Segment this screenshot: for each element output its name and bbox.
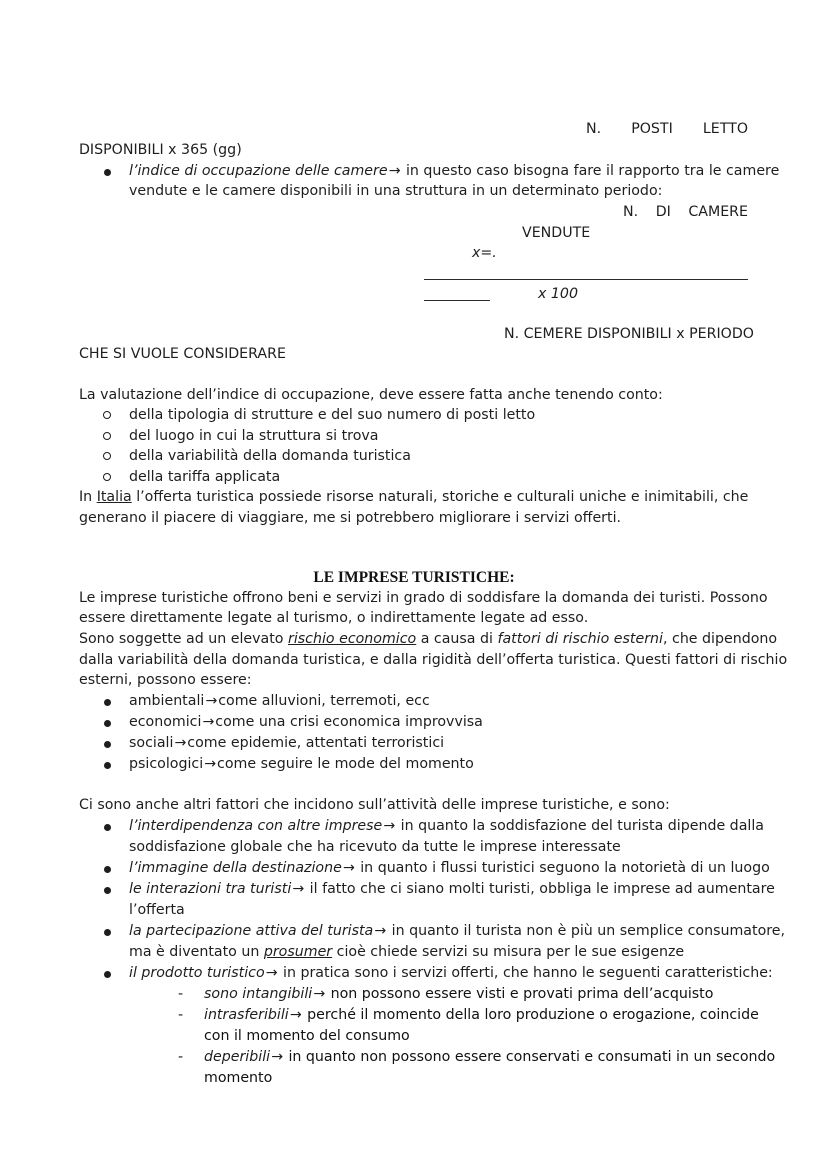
arrow-icon: → <box>289 1007 302 1023</box>
arrow-icon: → <box>313 986 326 1002</box>
valutazione-intro: La valutazione dell’indice di occupazione, deve essere fatta anche tenendo conto: <box>79 387 663 403</box>
section-title: LE IMPRESE TURISTICHE: <box>313 569 515 586</box>
arrow-icon: → <box>174 735 187 751</box>
text: come una crisi economica improvvisa <box>215 714 483 730</box>
arrow-icon: → <box>292 881 305 897</box>
italia-line2: generano il piacere di viaggiare, me si potrebbero migliorare i servizi offerti. <box>79 510 622 526</box>
sub-item <box>204 984 713 1004</box>
bullet-icon <box>104 887 111 894</box>
circle-bullet-icon <box>103 452 111 460</box>
formula1-top <box>586 119 748 139</box>
list-item <box>129 691 430 711</box>
fraction-line-short <box>424 300 490 301</box>
altri-intro: Ci sono anche altri fattori che incidono sull’attività delle imprese turistiche, e sono: <box>79 797 670 813</box>
formula-word: N. <box>623 204 639 220</box>
formula2-denominator: N. CEMERE DISPONIBILI x PERIODO <box>504 326 754 342</box>
arrow-icon: → <box>388 163 401 179</box>
bullet-icon <box>104 169 111 176</box>
text: ambientali <box>129 693 205 709</box>
occupancy-camere-line2: vendute e le camere disponibili in una struttura in un determinato periodo: <box>129 183 663 199</box>
term: l’indice di occupazione delle camere <box>129 163 388 179</box>
imprese-p2-line2: dalla variabilità della domanda turistica, e dalla rigidità dell’offerta turistica. Questi fattori di rischio <box>79 652 788 668</box>
formula2-continued: CHE SI VUOLE CONSIDERARE <box>79 346 286 362</box>
formula-word: N. <box>586 121 602 137</box>
altri-interazioni-line2: l’offerta <box>129 902 185 918</box>
formula-word: DI <box>655 204 671 220</box>
fattori-rischio: fattori di rischio esterni <box>497 631 663 647</box>
text: cioè chiede servizi su misura per le sue esigenze <box>332 944 685 960</box>
italia-line1 <box>79 487 748 507</box>
text: in quanto non possono essere conservati e consumati in un secondo <box>283 1049 776 1065</box>
sub-item-cont: con il momento del consumo <box>204 1028 410 1044</box>
text: economici <box>129 714 202 730</box>
text: psicologici <box>129 756 204 772</box>
bullet-icon <box>104 971 111 978</box>
term: sono intangibili <box>204 986 313 1002</box>
list-item: della tipologia di strutture e del suo numero di posti letto <box>129 407 536 423</box>
sub-item <box>204 1047 775 1067</box>
altri-partecip-line2 <box>129 942 684 962</box>
text: come epidemie, attentati terroristici <box>187 735 445 751</box>
fraction-line <box>424 279 748 280</box>
altri-interdip-line1 <box>129 816 764 836</box>
sub-item-cont: momento <box>204 1070 273 1086</box>
rischio-economico: rischio economico <box>288 631 417 647</box>
prosumer-term: prosumer <box>263 944 333 960</box>
arrow-icon: → <box>205 693 218 709</box>
imprese-p1-line1: Le imprese turistiche offrono beni e servizi in grado di soddisfare la domanda dei turisti. Possono <box>79 590 768 606</box>
term: deperibili <box>204 1049 271 1065</box>
formula2-top <box>623 202 748 222</box>
list-item <box>129 712 483 732</box>
dash-bullet: - <box>178 1007 184 1023</box>
sub-item <box>204 1005 759 1025</box>
bullet-icon <box>104 699 111 706</box>
bullet-icon <box>104 741 111 748</box>
term: l’interdipendenza con altre imprese <box>129 818 383 834</box>
formula1-bottom: DISPONIBILI x 365 (gg) <box>79 142 242 158</box>
arrow-icon: → <box>265 965 278 981</box>
term: il prodotto turistico <box>129 965 265 981</box>
text: in quanto la soddisfazione del turista dipende dalla <box>396 818 764 834</box>
formula2-x: x=. <box>472 245 497 261</box>
text: in quanto i flussi turistici seguono la notorietà di un luogo <box>355 860 770 876</box>
arrow-icon: → <box>374 923 387 939</box>
text: in pratica sono i servizi offerti, che hanno le seguenti caratteristiche: <box>278 965 773 981</box>
circle-bullet-icon <box>103 473 111 481</box>
term: la partecipazione attiva del turista <box>129 923 374 939</box>
imprese-p1-line2: essere direttamente legate al turismo, o indirettamente legate ad esso. <box>79 610 589 626</box>
arrow-icon: → <box>383 818 396 834</box>
text: perché il momento della loro produzione o erogazione, coincide <box>302 1007 759 1023</box>
term: l’immagine della destinazione <box>129 860 342 876</box>
altri-partecip-line1 <box>129 921 785 941</box>
arrow-icon: → <box>342 860 355 876</box>
formula-word: POSTI <box>631 121 673 137</box>
formula2-mult: x 100 <box>538 286 578 302</box>
formula-word: LETTO <box>702 121 748 137</box>
term: le interazioni tra turisti <box>129 881 292 897</box>
dash-bullet: - <box>178 1049 184 1065</box>
dash-bullet: - <box>178 986 184 1002</box>
arrow-icon: → <box>271 1049 283 1065</box>
text: l’offerta turistica possiede risorse naturali, storiche e culturali uniche e inimitabili, che <box>131 489 749 505</box>
list-item: della tariffa applicata <box>129 469 281 485</box>
occupancy-camere-line1 <box>129 161 779 181</box>
bullet-icon <box>104 762 111 769</box>
bullet-icon <box>104 866 111 873</box>
list-item <box>129 754 474 774</box>
text: , che dipendono <box>663 631 778 647</box>
bullet-icon <box>104 929 111 936</box>
text: In <box>79 489 97 505</box>
bullet-icon <box>104 720 111 727</box>
altri-prodotto <box>129 963 773 983</box>
altri-interdip-line2: soddisfazione globale che ha ricevuto da tutte le imprese interessate <box>129 839 621 855</box>
formula-word: CAMERE <box>688 204 748 220</box>
text: a causa di <box>416 631 498 647</box>
arrow-icon: → <box>202 714 215 730</box>
text: come seguire le mode del momento <box>217 756 474 772</box>
text: sociali <box>129 735 174 751</box>
italia-link[interactable]: Italia <box>96 489 132 505</box>
list-item: del luogo in cui la struttura si trova <box>129 428 379 444</box>
circle-bullet-icon <box>103 432 111 440</box>
altri-immagine <box>129 858 770 878</box>
bullet-icon <box>104 824 111 831</box>
text: ma è diventato un <box>129 944 264 960</box>
term: intrasferibili <box>204 1007 289 1023</box>
list-item: della variabilità della domanda turistica <box>129 448 411 464</box>
formula2-vendute: VENDUTE <box>522 225 591 241</box>
circle-bullet-icon <box>103 411 111 419</box>
text: Sono soggette ad un elevato <box>79 631 288 647</box>
text: in questo caso bisogna fare il rapporto tra le camere <box>401 163 780 179</box>
text: il fatto che ci siano molti turisti, obbliga le imprese ad aumentare <box>305 881 775 897</box>
arrow-icon: → <box>204 756 217 772</box>
altri-interazioni-line1 <box>129 879 775 899</box>
imprese-p2-line3: esterni, possono essere: <box>79 672 252 688</box>
imprese-p2-line1 <box>79 629 777 649</box>
text: non possono essere visti e provati prima dell’acquisto <box>326 986 714 1002</box>
list-item <box>129 733 444 753</box>
text: come alluvioni, terremoti, ecc <box>218 693 430 709</box>
text: in quanto il turista non è più un semplice consumatore, <box>387 923 786 939</box>
